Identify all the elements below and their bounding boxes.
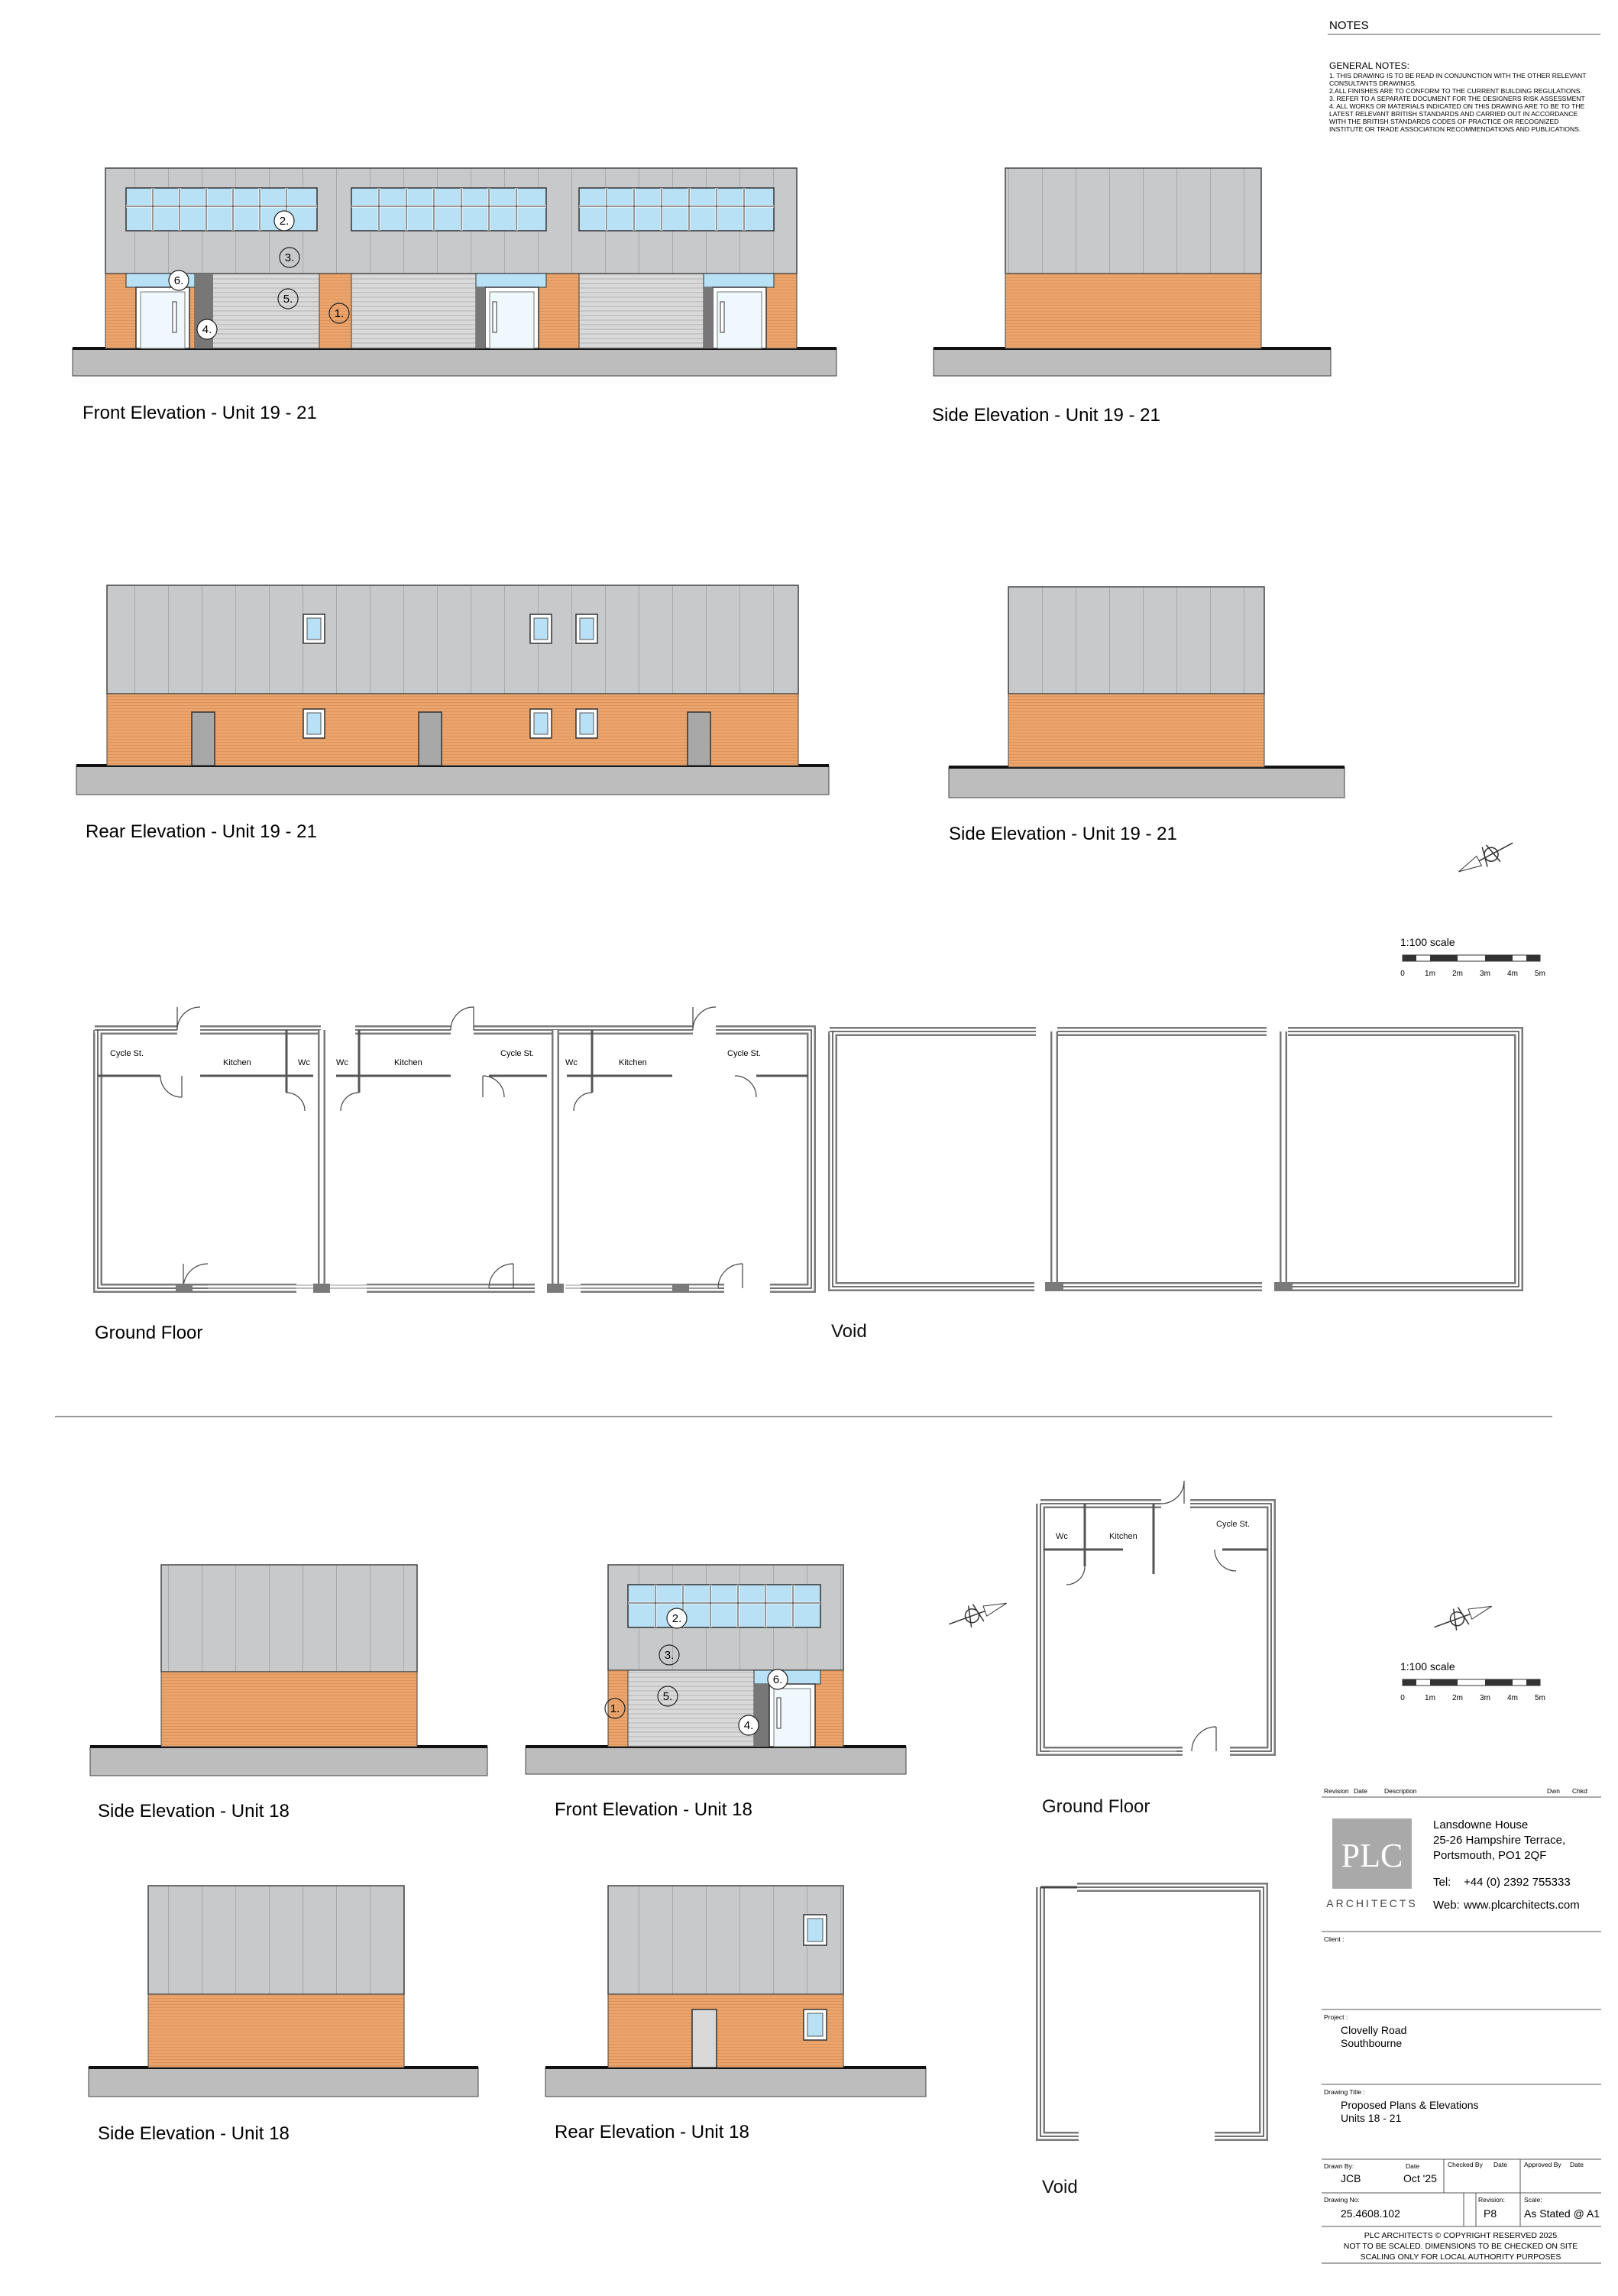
revision-label: Revision:	[1478, 2196, 1505, 2204]
room-label-cycle-store-2: Cycle St.	[500, 1049, 535, 1058]
label-text: 1.	[610, 1702, 620, 1715]
web-label: Web:	[1433, 1899, 1460, 1912]
label-text: 4.	[202, 323, 212, 336]
drawn-by-value: JCB	[1341, 2172, 1361, 2184]
label-text: 6.	[173, 274, 184, 287]
side-elevation-unit-19-21-b	[949, 587, 1345, 844]
rear-door-1	[192, 712, 215, 766]
clerestory-window-unit-18	[628, 1585, 820, 1627]
tag-2-unit-18	[667, 1608, 687, 1628]
scale-tick-3: 3m	[1480, 970, 1490, 978]
revision-value: P8	[1484, 2207, 1497, 2220]
rev-col-description: Description	[1384, 1787, 1417, 1795]
room-label-cycle-store-3: Cycle St.	[727, 1049, 762, 1058]
notes-panel	[1328, 19, 1600, 133]
scale-tick-3: 3m	[1480, 1694, 1490, 1702]
scale-tick-1: 1m	[1425, 970, 1435, 978]
side-elevation-unit-18-b	[89, 1886, 478, 2144]
tel-label: Tel:	[1433, 1876, 1451, 1889]
rear-door-3	[688, 712, 710, 766]
project-label: Project :	[1324, 2013, 1348, 2021]
drawing-no-value: 25.4608.102	[1341, 2207, 1400, 2220]
caption-ground-floor-19-21: Ground Floor	[95, 1323, 203, 1343]
plc-logo	[1326, 1818, 1417, 1909]
address-line-1: Lansdowne House	[1433, 1818, 1529, 1831]
room-label-wc-3: Wc	[565, 1058, 578, 1067]
title-block	[1322, 1787, 1601, 2263]
caption-side-elevation-19-21-b: Side Elevation - Unit 19 - 21	[949, 824, 1177, 844]
scale-tick-5: 5m	[1535, 1694, 1545, 1702]
room-label-kitchen-unit-18: Kitchen	[1109, 1532, 1137, 1541]
address-line-2: 25-26 Hampshire Terrace,	[1433, 1834, 1566, 1847]
approved-date-label: Date	[1570, 2161, 1584, 2168]
tag-2	[274, 211, 294, 231]
rev-col-date: Date	[1354, 1787, 1367, 1795]
rear-window-upper-1	[303, 614, 325, 643]
date-label: Date	[1406, 2162, 1419, 2170]
notes-line-3: 2.ALL FINISHES ARE TO CONFORM TO THE CURRENT BUILDING REGULATIONS.	[1329, 87, 1582, 95]
notes-line-7: WITH THE BRITISH STANDARDS CODES OF PRACTICE OR RECOGNIZED	[1329, 118, 1559, 125]
notes-line-8: INSTITUTE OR TRADE ASSOCIATION RECOMMENDATIONS AND PUBLICATIONS.	[1329, 125, 1581, 133]
date-value: Oct '25	[1403, 2172, 1437, 2184]
side-elevation-unit-18-a	[90, 1565, 487, 1822]
tag-6-unit-18	[768, 1669, 788, 1689]
client-label: Client :	[1324, 1935, 1345, 1943]
tel-value: +44 (0) 2392 755333	[1464, 1876, 1571, 1889]
rear-window-upper-unit-18	[804, 1915, 827, 1945]
label-text: 2.	[279, 215, 290, 228]
scale-label: Scale:	[1524, 2196, 1542, 2204]
north-arrow-icon	[1431, 1596, 1496, 1637]
checked-date-label: Date	[1493, 2161, 1507, 2168]
label-text: 6.	[772, 1673, 783, 1686]
room-label-cycle-store-unit-18: Cycle St.	[1216, 1520, 1251, 1529]
rear-door-2	[419, 712, 442, 766]
notes-line-6: LATEST RELEVANT BRITISH STANDARDS AND CARRIED OUT IN ACCORDANCE	[1329, 110, 1578, 118]
rear-door-unit-18	[692, 2009, 717, 2068]
roller-shutter-2	[351, 274, 476, 348]
drawn-by-label: Drawn By:	[1324, 2162, 1354, 2170]
rear-window-upper-2	[530, 614, 552, 643]
notes-line-1: 1. THIS DRAWING IS TO BE READ IN CONJUNCTION WITH THE OTHER RELEVANT	[1329, 72, 1587, 79]
drawing-title-label: Drawing Title :	[1324, 2088, 1365, 2096]
label-text: 5.	[662, 1690, 673, 1703]
caption-void-19-21: Void	[831, 1321, 867, 1342]
scale-bar-top	[1400, 936, 1545, 978]
scale-tick-5: 5m	[1535, 970, 1545, 978]
rev-col-chkd: Chkd	[1572, 1787, 1587, 1795]
rear-window-lower-3	[576, 709, 597, 738]
caption-rear-elevation-19-21: Rear Elevation - Unit 19 - 21	[86, 821, 317, 842]
caption-side-elevation-19-21-a: Side Elevation - Unit 19 - 21	[932, 405, 1160, 426]
label-text: PLC	[1341, 1837, 1403, 1874]
caption-side-elevation-18-a: Side Elevation - Unit 18	[98, 1801, 290, 1822]
north-arrow-icon	[946, 1593, 1011, 1634]
rev-col-revision: Revision	[1324, 1787, 1349, 1795]
room-label-wc-2: Wc	[336, 1058, 348, 1067]
web-value: www.plcarchitects.com	[1464, 1899, 1580, 1912]
rear-elevation-unit-19-21	[76, 585, 829, 842]
label-text: 3.	[664, 1649, 675, 1662]
roller-shutter-3	[579, 274, 704, 348]
drawing-no-label: Drawing No:	[1324, 2196, 1360, 2204]
drawing-title-line-1: Proposed Plans & Elevations	[1341, 2099, 1479, 2111]
scale-tick-4: 4m	[1507, 970, 1518, 978]
checked-by-label: Checked By	[1448, 2161, 1483, 2168]
caption-ground-floor-18: Ground Floor	[1042, 1796, 1150, 1817]
north-arrow-icon	[1454, 834, 1518, 881]
caption-void-18: Void	[1042, 2177, 1078, 2197]
notes-line-5: 4. ALL WORKS OR MATERIALS INDICATED ON THIS DRAWING ARE TO BE TO THE	[1329, 102, 1585, 110]
room-label-kitchen-2: Kitchen	[394, 1058, 422, 1067]
copyright-line-2: NOT TO BE SCALED. DIMENSIONS TO BE CHECKED ON SITE	[1343, 2242, 1578, 2251]
approved-by-label: Approved By	[1524, 2161, 1561, 2168]
scale-tick-0: 0	[1400, 970, 1405, 978]
copyright-line-1: PLC ARCHITECTS © COPYRIGHT RESERVED 2025	[1364, 2231, 1558, 2240]
scale-tick-2: 2m	[1452, 970, 1463, 978]
void-plan-19-21	[830, 1031, 1519, 1342]
scale-bar-label: 1:100 scale	[1400, 936, 1455, 948]
caption-side-elevation-18-b: Side Elevation - Unit 18	[98, 2123, 290, 2144]
tag-4-unit-18	[739, 1715, 759, 1735]
label-text: ARCHITECTS	[1326, 1897, 1418, 1909]
rear-window-lower-1	[303, 709, 325, 738]
label-text: 5.	[283, 293, 293, 306]
caption-front-elevation-19-21: Front Elevation - Unit 19 - 21	[83, 403, 317, 423]
label-text: 4.	[743, 1719, 754, 1732]
scale-tick-2: 2m	[1452, 1694, 1463, 1702]
void-plan-unit-18	[1040, 1887, 1264, 2197]
drawing-title-line-2: Units 18 - 21	[1341, 2112, 1402, 2124]
entrance-door-2	[476, 274, 546, 348]
label-text: 1.	[334, 307, 345, 320]
project-line-1: Clovelly Road	[1341, 2024, 1407, 2036]
scale-value: As Stated @ A1	[1524, 2207, 1600, 2220]
notes-heading: NOTES	[1329, 19, 1369, 32]
scale-bar-bottom	[1400, 1660, 1545, 1702]
rear-window-lower-unit-18	[804, 2009, 827, 2040]
scale-tick-1: 1m	[1425, 1694, 1435, 1702]
ground-floor-room-labels-19-21	[95, 1049, 761, 1343]
side-elevation-unit-19-21-a	[932, 168, 1331, 426]
notes-general-heading: GENERAL NOTES:	[1329, 60, 1409, 71]
rear-window-lower-2	[530, 709, 552, 738]
label-text: 2.	[671, 1612, 682, 1625]
notes-line-2: CONSULTANTS DRAWINGS.	[1329, 79, 1417, 87]
room-label-kitchen-1: Kitchen	[223, 1058, 251, 1067]
rear-window-upper-3	[576, 614, 597, 643]
tag-4	[197, 319, 217, 339]
roller-shutter-unit-18	[628, 1670, 754, 1747]
front-elevation-unit-18	[526, 1565, 906, 1820]
project-line-2: Southbourne	[1341, 2037, 1403, 2049]
room-label-cycle-store-1: Cycle St.	[110, 1049, 144, 1058]
room-label-wc-1: Wc	[298, 1058, 310, 1067]
front-elevation-unit-19-21	[73, 168, 837, 423]
caption-front-elevation-18: Front Elevation - Unit 18	[555, 1799, 752, 1820]
copyright-line-3: SCALING ONLY FOR LOCAL AUTHORITY PURPOSES	[1360, 2252, 1561, 2262]
scale-tick-4: 4m	[1507, 1694, 1518, 1702]
tag-6	[169, 270, 189, 290]
clerestory-window-2	[351, 188, 546, 231]
ground-floor-plan-unit-18	[1040, 1481, 1271, 1817]
notes-line-4: 3. REFER TO A SEPARATE DOCUMENT FOR THE DESIGNERS RISK ASSESSMENT	[1329, 95, 1585, 102]
address-line-3: Portsmouth, PO1 2QF	[1433, 1849, 1547, 1862]
label-text: 3.	[284, 251, 295, 264]
rev-col-dwn: Dwn	[1547, 1787, 1561, 1795]
scale-bar-label-2: 1:100 scale	[1400, 1660, 1455, 1673]
rear-elevation-unit-18	[545, 1886, 926, 2142]
entrance-door-3	[704, 274, 774, 348]
clerestory-window-3	[579, 188, 774, 231]
ground-floor-plan-19-21	[95, 1007, 811, 1293]
room-label-kitchen-3: Kitchen	[619, 1058, 647, 1067]
caption-rear-elevation-18: Rear Elevation - Unit 18	[555, 2122, 749, 2142]
room-label-wc-unit-18: Wc	[1056, 1532, 1068, 1541]
scale-tick-0: 0	[1400, 1694, 1405, 1702]
